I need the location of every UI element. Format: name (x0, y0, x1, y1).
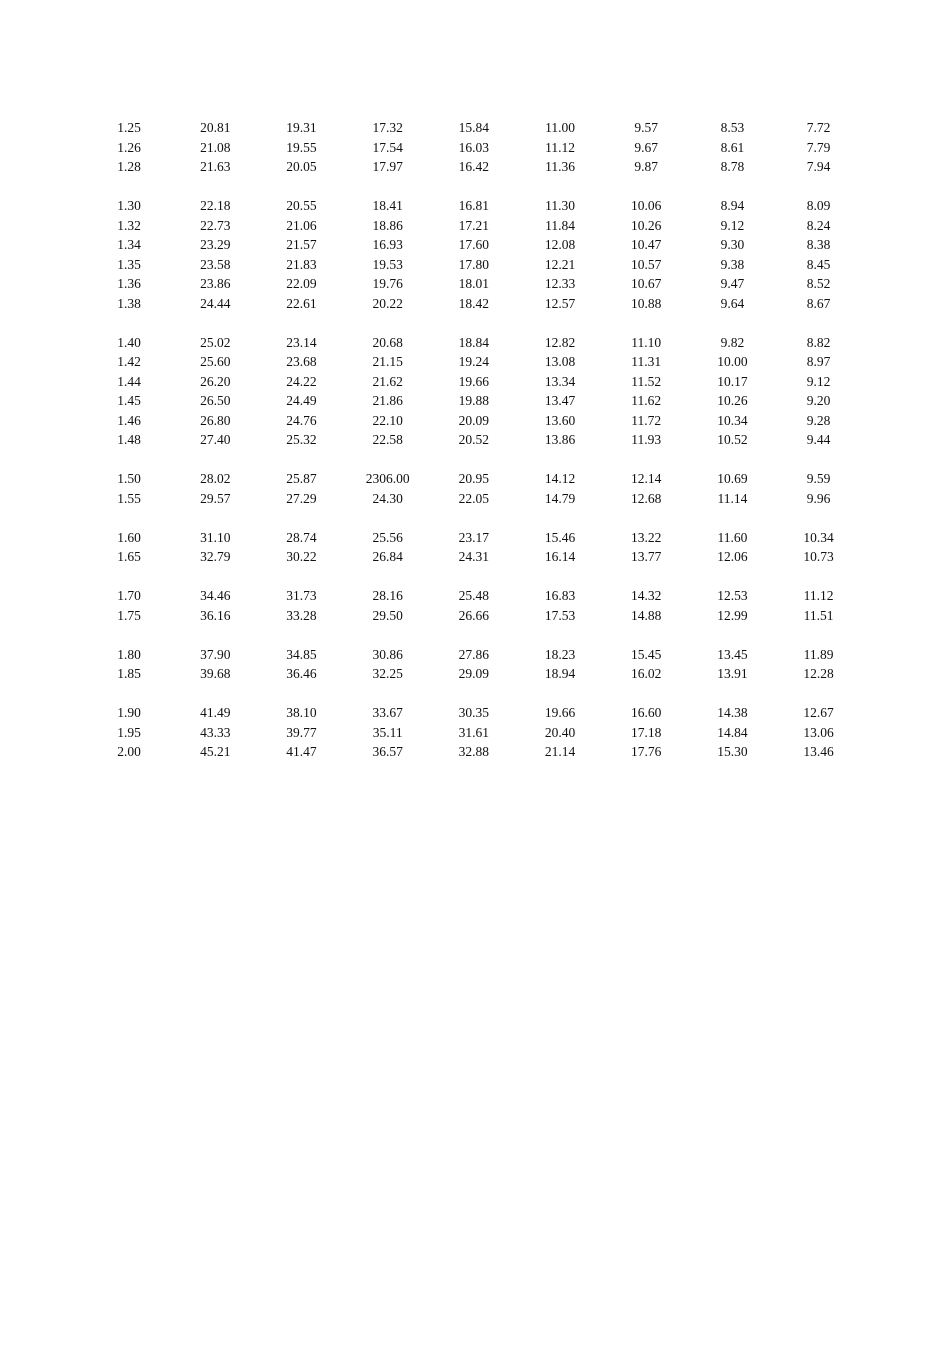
value-cell: 11.36 (545, 159, 575, 174)
value-cell: 10.26 (631, 217, 662, 233)
value-cell: 13.77 (631, 549, 662, 564)
value-cell: 9.20 (806, 393, 831, 408)
value-cell: 26.84 (372, 549, 403, 564)
value-cell: 20.52 (458, 432, 490, 447)
data-table (86, 118, 862, 781)
value-cell: 18.84 (458, 334, 490, 350)
value-cell: 30.22 (286, 549, 317, 564)
value-cell: 10.52 (717, 432, 748, 447)
value-cell: 16.83 (544, 588, 576, 603)
value-cell: 19.66 (458, 373, 490, 389)
value-cell: 9.82 (720, 334, 745, 350)
value-cell: 20.55 (286, 198, 317, 213)
value-cell: 26.80 (200, 412, 231, 428)
row-group (86, 586, 862, 625)
value-cell: 11.12 (803, 588, 834, 603)
value-cell: 34.46 (200, 588, 231, 603)
table-row (86, 118, 862, 138)
table-row (86, 196, 862, 216)
value-cell: 8.52 (806, 276, 831, 291)
value-cell: 30.86 (372, 646, 403, 662)
value-cell: 17.32 (372, 120, 403, 135)
row-key-cell: 1.65 (117, 549, 141, 564)
value-cell: 36.16 (200, 607, 231, 623)
table-row (86, 333, 862, 353)
value-cell: 21.63 (200, 159, 231, 174)
value-cell: 12.99 (717, 607, 748, 623)
value-cell: 8.38 (806, 237, 831, 252)
value-cell: 22.18 (200, 198, 231, 213)
value-cell: 19.55 (286, 139, 317, 155)
value-cell: 13.22 (631, 529, 662, 545)
value-cell: 14.38 (717, 705, 748, 720)
row-key-cell: 1.60 (117, 529, 141, 545)
value-cell: 11.10 (631, 334, 662, 350)
value-cell: 14.79 (544, 490, 576, 506)
value-cell: 36.57 (372, 744, 403, 759)
value-cell: 14.84 (717, 724, 748, 740)
row-group (86, 118, 862, 177)
value-cell: 39.77 (286, 724, 317, 740)
row-group (86, 528, 862, 567)
value-cell: 21.08 (200, 139, 231, 155)
table-row (86, 528, 862, 548)
value-cell: 9.12 (806, 373, 831, 389)
value-cell: 24.30 (372, 490, 403, 506)
value-cell: 22.09 (286, 276, 317, 291)
value-cell: 19.76 (372, 276, 403, 291)
value-cell: 27.29 (286, 490, 317, 506)
value-cell: 11.30 (545, 198, 575, 213)
value-cell: 9.30 (720, 237, 745, 252)
value-cell: 19.53 (372, 256, 403, 272)
value-cell: 23.14 (286, 334, 317, 350)
row-group (86, 645, 862, 684)
table-row (86, 742, 862, 762)
value-cell: 21.14 (544, 744, 576, 759)
value-cell: 8.78 (720, 159, 745, 174)
value-cell: 20.22 (372, 295, 403, 311)
row-key-cell: 1.70 (117, 588, 141, 603)
row-key-cell: 1.75 (117, 607, 141, 623)
table-row (86, 372, 862, 392)
value-cell: 41.47 (286, 744, 317, 759)
value-cell: 11.93 (631, 432, 662, 447)
row-key-cell: 1.35 (117, 256, 141, 272)
value-cell: 32.25 (372, 666, 403, 681)
value-cell: 28.02 (200, 471, 231, 486)
value-cell: 13.47 (544, 393, 576, 408)
value-cell: 17.54 (372, 139, 403, 155)
value-cell: 10.67 (631, 276, 662, 291)
value-cell: 21.06 (286, 217, 317, 233)
value-cell: 21.86 (372, 393, 403, 408)
value-cell: 17.97 (372, 159, 403, 174)
value-cell: 28.16 (372, 588, 403, 603)
value-cell: 22.58 (372, 432, 403, 447)
value-cell: 21.62 (372, 373, 403, 389)
table-row (86, 411, 862, 431)
table-row (86, 216, 862, 236)
row-key-cell: 1.45 (117, 393, 141, 408)
value-cell: 16.60 (631, 705, 662, 720)
value-cell: 24.44 (200, 295, 231, 311)
value-cell: 10.17 (717, 373, 748, 389)
value-cell: 8.45 (806, 256, 831, 272)
value-cell: 17.60 (458, 237, 490, 252)
value-cell: 12.33 (544, 276, 576, 291)
value-cell: 20.81 (200, 120, 231, 135)
row-key-cell: 1.26 (117, 139, 141, 155)
value-cell: 8.61 (720, 139, 745, 155)
row-group (86, 469, 862, 508)
value-cell: 31.61 (458, 724, 490, 740)
value-cell: 13.91 (717, 666, 748, 681)
value-cell: 20.40 (544, 724, 576, 740)
value-cell: 7.79 (806, 139, 831, 155)
value-cell: 10.69 (717, 471, 748, 486)
value-cell: 23.68 (286, 354, 317, 369)
row-key-cell: 1.50 (117, 471, 141, 486)
value-cell: 25.32 (286, 432, 317, 447)
value-cell: 14.12 (544, 471, 576, 486)
value-cell: 12.06 (717, 549, 748, 564)
table-row (86, 586, 862, 606)
value-cell: 9.28 (806, 412, 831, 428)
value-cell: 9.96 (806, 490, 831, 506)
row-key-cell: 1.95 (117, 724, 141, 740)
value-cell: 17.53 (544, 607, 576, 623)
value-cell: 26.50 (200, 393, 231, 408)
value-cell: 25.87 (286, 471, 317, 486)
value-cell: 12.14 (631, 471, 662, 486)
value-cell: 19.88 (458, 393, 490, 408)
value-cell: 13.60 (544, 412, 576, 428)
value-cell: 9.59 (806, 471, 831, 486)
value-cell: 22.05 (458, 490, 490, 506)
value-cell: 21.15 (372, 354, 403, 369)
value-cell: 13.34 (544, 373, 576, 389)
value-cell: 11.72 (631, 412, 662, 428)
table-row (86, 664, 862, 684)
value-cell: 9.64 (720, 295, 745, 311)
value-cell: 23.17 (458, 529, 490, 545)
value-cell: 20.09 (458, 412, 490, 428)
value-cell: 9.38 (720, 256, 745, 272)
table-row (86, 723, 862, 743)
value-cell: 43.33 (200, 724, 231, 740)
row-key-cell: 2.00 (117, 744, 141, 759)
value-cell: 18.42 (458, 295, 490, 311)
value-cell: 10.00 (717, 354, 748, 369)
value-cell: 11.52 (631, 373, 662, 389)
value-cell: 12.28 (803, 666, 834, 681)
value-cell: 24.49 (286, 393, 317, 408)
row-key-cell: 1.48 (117, 432, 141, 447)
row-key-cell: 1.80 (117, 646, 141, 662)
row-key-cell: 1.46 (117, 412, 141, 428)
row-key-cell: 1.25 (117, 120, 141, 135)
value-cell: 8.09 (806, 198, 831, 213)
value-cell: 39.68 (200, 666, 231, 681)
value-cell: 15.30 (717, 744, 748, 759)
value-cell: 10.73 (803, 549, 834, 564)
value-cell: 8.97 (806, 354, 831, 369)
table-row (86, 235, 862, 255)
value-cell: 11.12 (545, 139, 575, 155)
value-cell: 10.06 (631, 198, 662, 213)
value-cell: 9.47 (720, 276, 745, 291)
table-row (86, 469, 862, 489)
value-cell: 31.10 (200, 529, 231, 545)
value-cell: 13.06 (803, 724, 834, 740)
value-cell: 22.61 (286, 295, 317, 311)
value-cell: 8.24 (806, 217, 831, 233)
value-cell: 23.86 (200, 276, 231, 291)
row-key-cell: 1.34 (117, 237, 141, 252)
value-cell: 34.85 (286, 646, 317, 662)
value-cell: 16.42 (458, 159, 490, 174)
value-cell: 12.68 (631, 490, 662, 506)
value-cell: 12.67 (803, 705, 834, 720)
value-cell: 28.74 (286, 529, 317, 545)
value-cell: 16.14 (544, 549, 576, 564)
table-row (86, 606, 862, 626)
value-cell: 22.10 (372, 412, 403, 428)
value-cell: 7.94 (806, 159, 831, 174)
value-cell: 25.56 (372, 529, 403, 545)
value-cell: 27.40 (200, 432, 231, 447)
value-cell: 12.82 (544, 334, 576, 350)
value-cell: 24.31 (458, 549, 490, 564)
value-cell: 10.88 (631, 295, 662, 311)
value-cell: 38.10 (286, 705, 317, 720)
value-cell: 10.34 (717, 412, 748, 428)
value-cell: 29.09 (458, 666, 490, 681)
value-cell: 10.34 (803, 529, 834, 545)
value-cell: 17.21 (458, 217, 490, 233)
value-cell: 26.66 (458, 607, 490, 623)
value-cell: 9.12 (720, 217, 745, 233)
value-cell: 15.45 (631, 646, 662, 662)
value-cell: 17.76 (631, 744, 662, 759)
value-cell: 11.31 (631, 354, 662, 369)
value-cell: 24.22 (286, 373, 317, 389)
value-cell: 12.08 (544, 237, 576, 252)
value-cell: 20.05 (286, 159, 317, 174)
value-cell: 19.24 (458, 354, 490, 369)
value-cell: 20.68 (372, 334, 403, 350)
row-group (86, 703, 862, 762)
value-cell: 20.95 (458, 471, 490, 486)
row-key-cell: 1.28 (117, 159, 141, 174)
value-cell: 9.44 (806, 432, 831, 447)
value-cell: 9.57 (634, 120, 659, 135)
value-cell: 45.21 (200, 744, 231, 759)
value-cell: 27.86 (458, 646, 490, 662)
value-cell: 7.72 (806, 120, 831, 135)
value-cell: 29.57 (200, 490, 231, 506)
value-cell: 13.46 (803, 744, 834, 759)
value-cell: 18.01 (458, 276, 490, 291)
table-row (86, 489, 862, 509)
value-cell: 9.87 (634, 159, 659, 174)
value-cell: 21.57 (286, 237, 317, 252)
value-cell: 11.60 (717, 529, 748, 545)
value-cell: 11.00 (545, 120, 575, 135)
value-cell: 29.50 (372, 607, 403, 623)
table-row (86, 645, 862, 665)
value-cell: 2306.00 (365, 471, 410, 486)
value-cell: 41.49 (200, 705, 231, 720)
value-cell: 8.82 (806, 334, 831, 350)
value-cell: 18.86 (372, 217, 403, 233)
value-cell: 31.73 (286, 588, 317, 603)
row-key-cell: 1.40 (117, 334, 141, 350)
value-cell: 10.47 (631, 237, 662, 252)
row-group (86, 333, 862, 450)
value-cell: 13.45 (717, 646, 748, 662)
value-cell: 13.86 (544, 432, 576, 447)
value-cell: 8.67 (806, 295, 831, 311)
value-cell: 21.83 (286, 256, 317, 272)
table-row (86, 391, 862, 411)
value-cell: 9.67 (634, 139, 659, 155)
value-cell: 10.57 (631, 256, 662, 272)
value-cell: 12.53 (717, 588, 748, 603)
value-cell: 18.41 (372, 198, 403, 213)
value-cell: 25.48 (458, 588, 490, 603)
value-cell: 11.51 (803, 607, 834, 623)
value-cell: 8.53 (720, 120, 745, 135)
table-row (86, 703, 862, 723)
table-row (86, 430, 862, 450)
value-cell: 11.84 (545, 217, 575, 233)
row-key-cell: 1.55 (117, 490, 141, 506)
value-cell: 32.88 (458, 744, 490, 759)
value-cell: 16.02 (631, 666, 662, 681)
value-cell: 18.94 (544, 666, 576, 681)
table-row (86, 547, 862, 567)
value-cell: 37.90 (200, 646, 231, 662)
value-cell: 15.46 (544, 529, 576, 545)
value-cell: 32.79 (200, 549, 231, 564)
value-cell: 19.31 (286, 120, 317, 135)
table-row (86, 255, 862, 275)
table-row (86, 352, 862, 372)
value-cell: 16.81 (458, 198, 490, 213)
table-row (86, 157, 862, 177)
value-cell: 33.28 (286, 607, 317, 623)
value-cell: 13.08 (544, 354, 576, 369)
value-cell: 30.35 (458, 705, 490, 720)
value-cell: 11.89 (803, 646, 834, 662)
value-cell: 16.93 (372, 237, 403, 252)
row-key-cell: 1.90 (117, 705, 141, 720)
row-key-cell: 1.36 (117, 276, 141, 291)
value-cell: 19.66 (544, 705, 576, 720)
value-cell: 11.62 (631, 393, 662, 408)
value-cell: 22.73 (200, 217, 231, 233)
value-cell: 23.58 (200, 256, 231, 272)
value-cell: 33.67 (372, 705, 403, 720)
row-key-cell: 1.32 (117, 217, 141, 233)
value-cell: 12.21 (544, 256, 576, 272)
value-cell: 23.29 (200, 237, 231, 252)
row-key-cell: 1.85 (117, 666, 141, 681)
value-cell: 17.80 (458, 256, 490, 272)
value-cell: 14.88 (631, 607, 662, 623)
value-cell: 36.46 (286, 666, 317, 681)
value-cell: 14.32 (631, 588, 662, 603)
value-cell: 15.84 (458, 120, 490, 135)
value-cell: 12.57 (544, 295, 576, 311)
value-cell: 8.94 (720, 198, 745, 213)
value-cell: 17.18 (631, 724, 662, 740)
row-group (86, 196, 862, 313)
table-row (86, 294, 862, 314)
table-row (86, 274, 862, 294)
row-key-cell: 1.42 (117, 354, 141, 369)
value-cell: 18.23 (544, 646, 576, 662)
value-cell: 25.60 (200, 354, 231, 369)
value-cell: 16.03 (458, 139, 490, 155)
value-cell: 35.11 (372, 724, 403, 740)
row-key-cell: 1.38 (117, 295, 141, 311)
value-cell: 11.14 (717, 490, 748, 506)
value-cell: 26.20 (200, 373, 231, 389)
value-cell: 10.26 (717, 393, 748, 408)
row-key-cell: 1.30 (117, 198, 141, 213)
value-cell: 24.76 (286, 412, 317, 428)
table-row (86, 138, 862, 158)
row-key-cell: 1.44 (117, 373, 141, 389)
value-cell: 25.02 (200, 334, 231, 350)
